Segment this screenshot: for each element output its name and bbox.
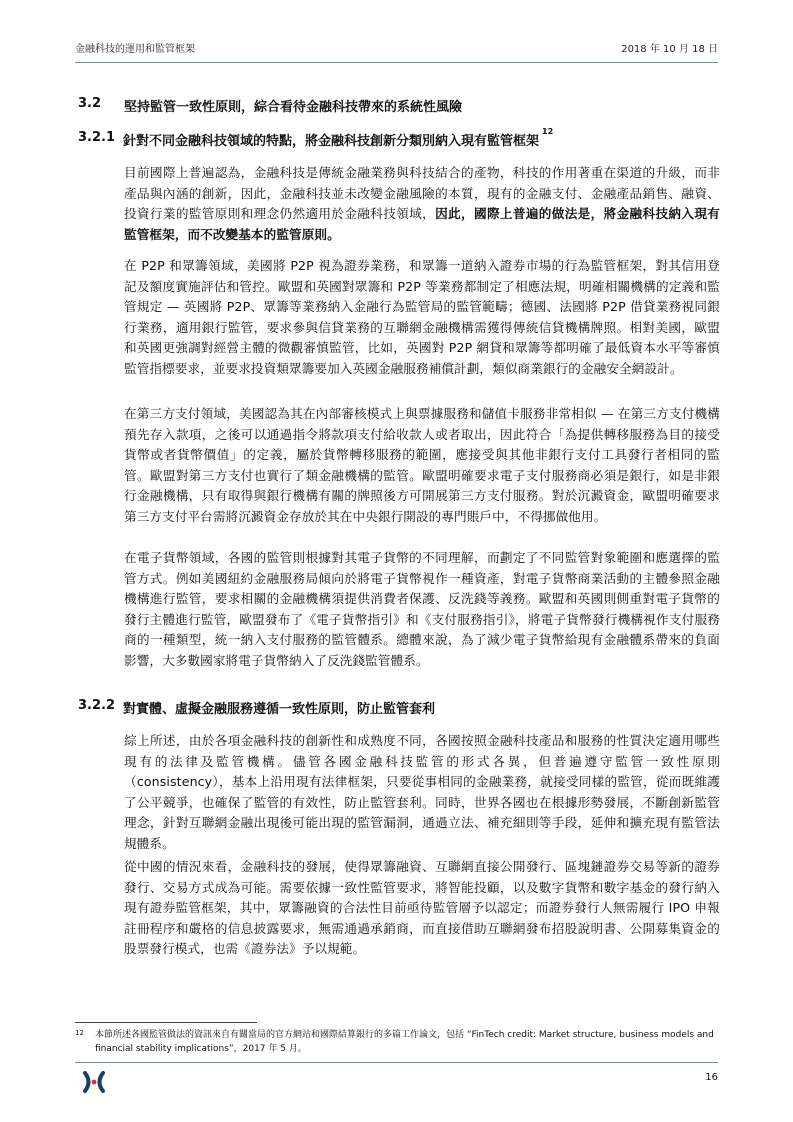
section-title: 堅持監管一致性原則，綜合看待金融科技帶來的系統性風險 bbox=[124, 100, 463, 115]
paragraph-1 bbox=[124, 163, 720, 245]
subsection-heading-1 bbox=[78, 127, 554, 149]
subsection-number-1: 3.2.1 bbox=[78, 130, 116, 145]
footnote-number: 12 bbox=[75, 1029, 84, 1037]
section-heading bbox=[78, 96, 462, 115]
footer-divider bbox=[75, 1062, 718, 1063]
header-divider bbox=[75, 62, 718, 63]
footnote-divider bbox=[75, 1022, 257, 1023]
page-number: 16 bbox=[705, 1072, 718, 1083]
section-number: 3.2 bbox=[78, 96, 102, 111]
paragraph-4: 在電子貨幣領域，各國的監管則根據對其電子貨幣的不同理解，而劃定了不同監管對象範圍和應選擇的監管方式。例如美國紐約金融服務局傾向於將電子貨幣視作一種資產，對電子貨幣商業活動的主體參照金融機構進行監管，要求相關的金融機構須提供消費者保護、反洗錢等義務。歐盟和英國則側重對電子貨幣的發行主體進行監管，歐盟發布了《電子貨幣指引》和《支付服務指引》，將電子貨幣發行機構視作支付服務商的一種類型，統一納入支付服務的監管體系。總體來說，為了減少電子貨幣給現有金融體系帶來的負面影響，大多數國家將電子貨幣納入了反洗錢監管體系。 bbox=[124, 550, 720, 668]
header-date: 2018 年 10 月 18 日 bbox=[621, 44, 718, 55]
paragraph-6: 從中國的情況來看，金融科技的發展，使得眾籌融資、互聯網直接公開發行、區塊鏈證券交易等新的證券發行、交易方式成為可能。需要依據一致性監管要求，將智能投顧，以及數字貨幣和數字基金的發行納入現有證券監管框架，其中，眾籌融資的合法性目前亟待監管層予以認定；而證券發行人無需履行 IPO 申報註冊程序和嚴格的信息披露要求，無需通過承銷商，而直接借助互聯網發布招股說明書、公開募集資金的股票發行模式，也需《證券法》予以規範。 bbox=[124, 859, 720, 956]
footnote-ref: 12 bbox=[542, 127, 554, 136]
paragraph-1-emphasis: 因此，國際上普遍的做法是，將金融科技納入現有監管框架，而不改變基本的監管原則。 bbox=[124, 206, 720, 242]
paragraph-2: 在 P2P 和眾籌領域，美國將 P2P 視為證券業務，和眾籌一道納入證券市場的行為監管框架，對其信用登記及額度實施評估和管控。歐盟和英國對眾籌和 P2P 等業務都制定了相應法規，明確相關機構的定義和監管規定 — 英國將 P2P、眾籌等業務納入金融行為監管局的監管範疇；德國、法國將 P2P 借貸業務視同銀行業務，適用銀行監管，要求參與信貸業務的互聯網金融機構需獲得傳統信貸機構牌照。相對美國，歐盟和英國更強調對經營主體的微觀審慎監管，比如，英國對 P2P 網貸和眾籌等都明確了最低資本水平等審慎監管指標要求，並要求投資類眾籌要加入英國金融服務補償計劃，類似商業銀行的金融安全網設計。 bbox=[124, 258, 720, 376]
paragraph-5: 綜上所述，由於各項金融科技的創新性和成熟度不同，各國按照金融科技產品和服務的性質決定適用哪些現有的法律及監管機構。儘管各國金融科技監管的形式各異，但普遍遵守監管一致性原則（consistency），基本上沿用現有法律框架，只要從事相同的金融業務，就接受同樣的監管，從而既維護了公平競爭，也確保了監管的有效性，防止監管套利。同時，世界各國也在根據形勢發展，不斷創新監管理念，針對互聯網金融出現後可能出現的監管漏洞，通過立法、補充細則等手段，延伸和擴充現有監管法規體系。 bbox=[124, 733, 720, 851]
subsection-number-2: 3.2.2 bbox=[78, 698, 116, 713]
header-title: 金融科技的運用和監管框架 bbox=[75, 44, 195, 55]
footnote-text: 本節所述各國監管做法的資訊來自有關當局的官方網站和國際結算銀行的多篇工作論文，包括 “FinTech credit: Market structure, business models and financial stability implications”，2017 年 5 月。 bbox=[95, 1030, 714, 1054]
footnote bbox=[75, 1028, 720, 1056]
subsection-heading-2 bbox=[78, 698, 435, 717]
subsection-title-2: 對實體、虛擬金融服務遵循一致性原則，防止監管套利 bbox=[123, 702, 436, 717]
hkex-logo-icon bbox=[82, 1070, 106, 1094]
subsection-title-1: 針對不同金融科技領域的特點，將金融科技創新分類別納入現有監管框架 bbox=[123, 134, 540, 149]
paragraph-1-plain: 目前國際上普遍認為，金融科技是傳統金融業務與科技結合的產物，科技的作用著重在渠道的升級，而非產品與內涵的創新，因此，金融科技並未改變金融風險的本質，現有的金融支付、金融產品銷售、融資、投資行業的監管原則和理念仍然適用於金融科技領域， bbox=[124, 165, 720, 221]
paragraph-3: 在第三方支付領域，美國認為其在內部審核模式上與票據服務和儲值卡服務非常相似 — 在第三方支付機構預先存入款項，之後可以通過指令將款項支付給收款人或者取出，因此符合「為提供轉移服務為目的接受貨幣或者貨幣價值」的定義，屬於貨幣轉移服務的範圍，應接受與其他非銀行支付工具發行者相同的監管。歐盟對第三方支付也實行了類金融機構的監管。歐盟明確要求電子支付服務商必須是銀行，如是非銀行金融機構，只有取得與銀行機構有關的牌照後方可開展第三方支付服務。對於沉澱資金，歐盟明確要求第三方支付平台需將沉澱資金存放於其在中央銀行開設的專門賬戶中，不得挪做他用。 bbox=[124, 406, 720, 524]
